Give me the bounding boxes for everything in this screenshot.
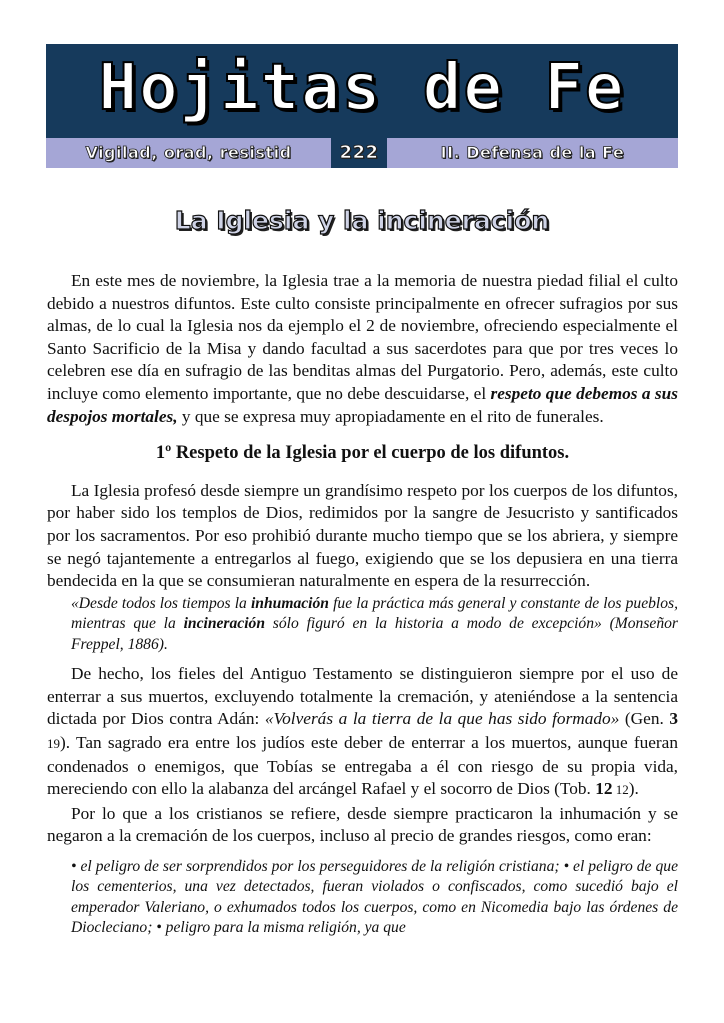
- quote-dangers-list: • el peligro de ser sorprendidos por los perseguidores de la religión cristiana; • el peligro de que los cementerios, una vez detectados, fueran violados o confiscados, como sucedió bajo el emperador Valeriano, o exhumados todos los cuerpos, como en Nicomedia bajo las órdenes de Diocleciano; • peligro para la misma religión, ya que: [71, 857, 678, 937]
- term-incineracion: incineración: [183, 615, 266, 633]
- emphasis-respeto: respeto que debemos a sus despojos mortales,: [47, 383, 678, 426]
- article-body: [47, 270, 678, 947]
- paragraph-old-testament: De hecho, los fieles del Antiguo Testamento se distinguieron siempre por el uso de enterrar a sus muertos, excluyendo totalmente la cremación, y ateniéndose a la sentencia dictada por Dios contra Adán: «Volverás a la tierra de la que has sido formado» (Gen. 3 19). Tan sagrado era entre los judíos este deber de enterrar a los muertos, aunque fueran condenados o enemigos, que Tobías se entregaba a él con riesgo de su propia vida, mereciendo con ello la alabanza del arcángel Rafael y el socorro de Dios (Tob. 12 12).: [47, 664, 678, 799]
- masthead: [46, 44, 678, 142]
- paragraph-christians: Por lo que a los cristianos se refiere, desde siempre practicaron la inhumación y se negaron a la cremación de los cuerpos, incluso al precio de grandes riesgos, como eran:: [47, 803, 678, 846]
- term-inhumacion: inhumación: [250, 594, 329, 612]
- paragraph-intro: En este mes de noviembre, la Iglesia trae a la memoria de nuestra piedad filial el culto debido a nuestros difuntos. Este culto consiste principalmente en ofrecer sufragios por sus almas, de lo cual la Iglesia nos da ejemplo el 2 de noviembre, ofreciendo especialmente el Santo Sacrificio de la Misa y dando facultad a sus sacerdotes para que por tres veces lo celebren ese día en sufragio de las benditas almas del Purgatorio. Pero, además, este culto incluye como elemento importante, que no debe descuidarse, el respeto que debemos a sus despojos mortales, y que se expresa muy apropiadamente en el rito de funerales.: [47, 271, 678, 426]
- series-section: II. Defensa de la Fe: [440, 143, 625, 162]
- paragraph-respect: La Iglesia profesó desde siempre un grandísimo respeto por los cuerpos de los difuntos, por haber sido los templos de Dios, redimidos por la sangre de Jesucristo y santificados por los sacramentos. Por eso prohibió durante mucho tiempo que se los abriera, y siempre se negó tajantemente a entregarlos al fuego, exigiendo que se los depusiera en una tierra bendecida en la que se consumieran naturalmente en espera de la resurrección.: [47, 480, 678, 591]
- quote-freppel: «Desde todos los tiempos la inhumación fue la práctica más general y constante de los pueblos, mientras que la incineración sólo figuró en la historia a modo de excepción» (Monseñor Freppel, 1886).: [71, 594, 679, 653]
- quote-genesis: «Volverás a la tierra de la que has sido formado»: [264, 709, 620, 729]
- publication-title: Hojitas de Fe: [98, 51, 626, 125]
- motto: Vigilad, orad, resistid: [85, 143, 292, 162]
- masthead-bar: [46, 138, 678, 168]
- section-heading: 1º Respeto de la Iglesia por el cuerpo de los difuntos.: [155, 443, 570, 464]
- issue-number: 222: [331, 138, 387, 168]
- article-title: La Iglesia y la incineración: [174, 206, 550, 235]
